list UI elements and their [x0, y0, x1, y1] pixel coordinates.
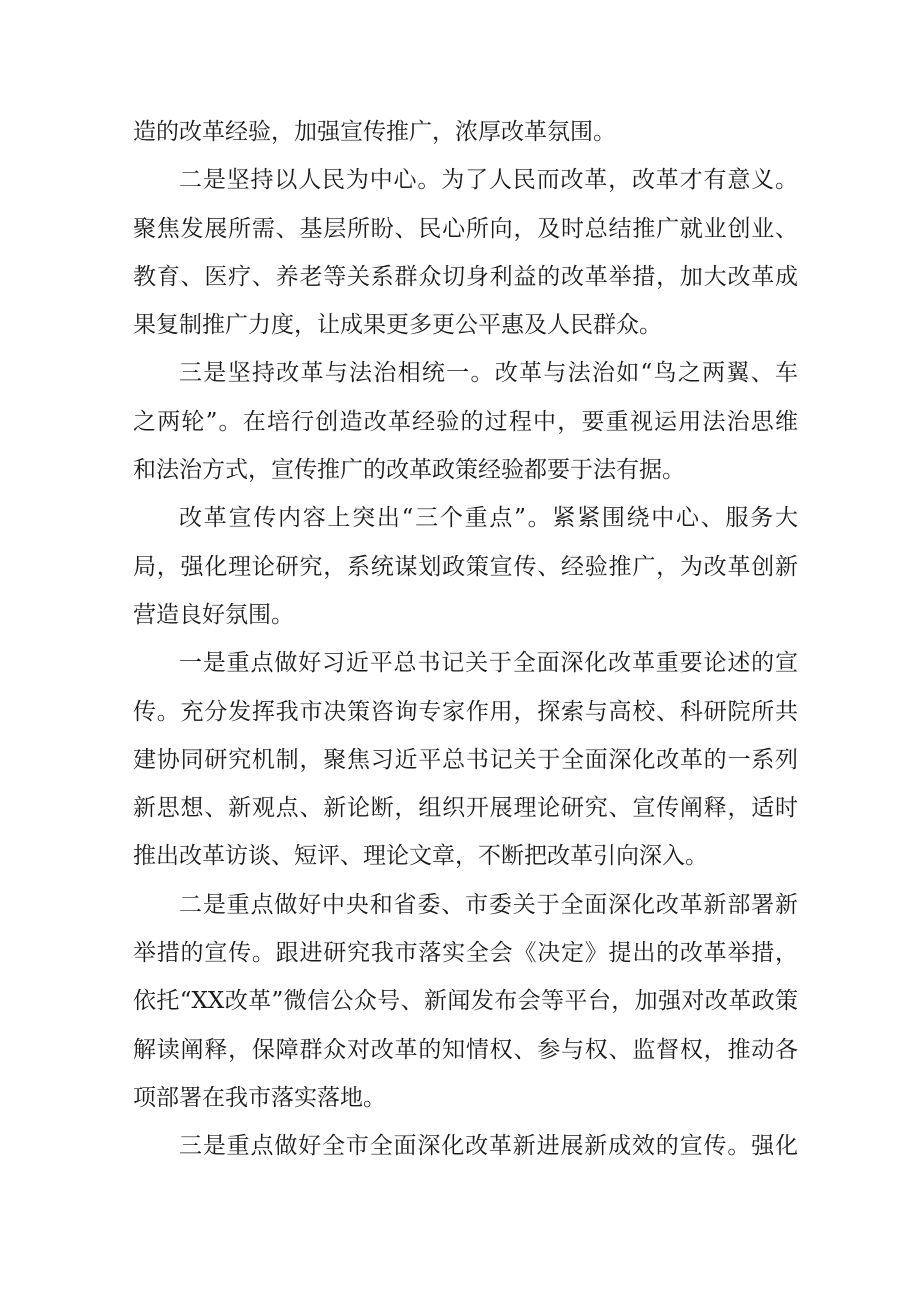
paragraph-priority-three — [133, 1122, 798, 1170]
text-line: 三是重点做好全市全面深化改革新进展新成效的宣传。强化 — [179, 1133, 798, 1160]
text-line: 一是重点做好习近平总书记关于全面深化改革重要论述的宣 — [179, 650, 798, 677]
text-line: 营造良好氛围。 — [133, 601, 294, 628]
text-line: 之两轮”。在培行创造改革经验的过程中，要重视运用法治思维 — [133, 408, 798, 435]
text-line: 新思想、新观点、新论断，组织开展理论研究、宣传阐释，适时 — [133, 795, 798, 822]
text-line: 二是坚持以人民为中心。为了人民而改革，改革才有意义。 — [179, 167, 798, 194]
text-line: 教育、医疗、养老等关系群众切身利益的改革举措，加大改革成 — [133, 263, 798, 290]
document-body — [133, 108, 798, 1171]
text-line: 改革宣传内容上突出“三个重点”。紧紧围绕中心、服务大 — [179, 505, 798, 532]
paragraph-priority-two — [133, 881, 798, 1122]
text-line: 果复制推广力度，让成果更多更公平惠及人民群众。 — [133, 312, 662, 339]
paragraph-priority-one — [133, 639, 798, 880]
text-line: 举措的宣传。跟进研究我市落实全会《决定》提出的改革举措， — [133, 940, 798, 967]
text-line: 项部署在我市落实落地。 — [133, 1084, 386, 1111]
text-line: 三是坚持改革与法治相统一。改革与法治如“鸟之两翼、车 — [179, 360, 798, 387]
text-line: 聚焦发展所需、基层所盼、民心所向，及时总结推广就业创业、 — [133, 215, 798, 242]
text-line: 依托“XX改革”微信公众号、新闻发布会等平台，加强对改革政策 — [133, 988, 798, 1015]
text-line: 和法治方式，宣传推广的改革政策经验都要于法有据。 — [133, 457, 685, 484]
text-line: 造的改革经验，加强宣传推广，浓厚改革氛围。 — [133, 119, 616, 145]
text-line: 解读阐释，保障群众对改革的知情权、参与权、监督权，推动各 — [133, 1036, 798, 1063]
text-line: 二是重点做好中央和省委、市委关于全面深化改革新部署新 — [179, 891, 798, 918]
paragraph-rule-of-law — [133, 349, 798, 494]
paragraph-continuation — [133, 108, 798, 156]
text-line: 推出改革访谈、短评、理论文章，不断把改革引向深入。 — [133, 843, 708, 870]
text-line: 局，强化理论研究，系统谋划政策宣传、经验推广，为改革创新 — [133, 553, 798, 580]
text-line: 传。充分发挥我市决策咨询专家作用，探索与高校、科研院所共 — [133, 698, 798, 725]
text-line: 建协同研究机制，聚焦习近平总书记关于全面深化改革的一系列 — [133, 746, 798, 773]
paragraph-people-centered — [133, 156, 798, 349]
paragraph-three-priorities — [133, 494, 798, 639]
